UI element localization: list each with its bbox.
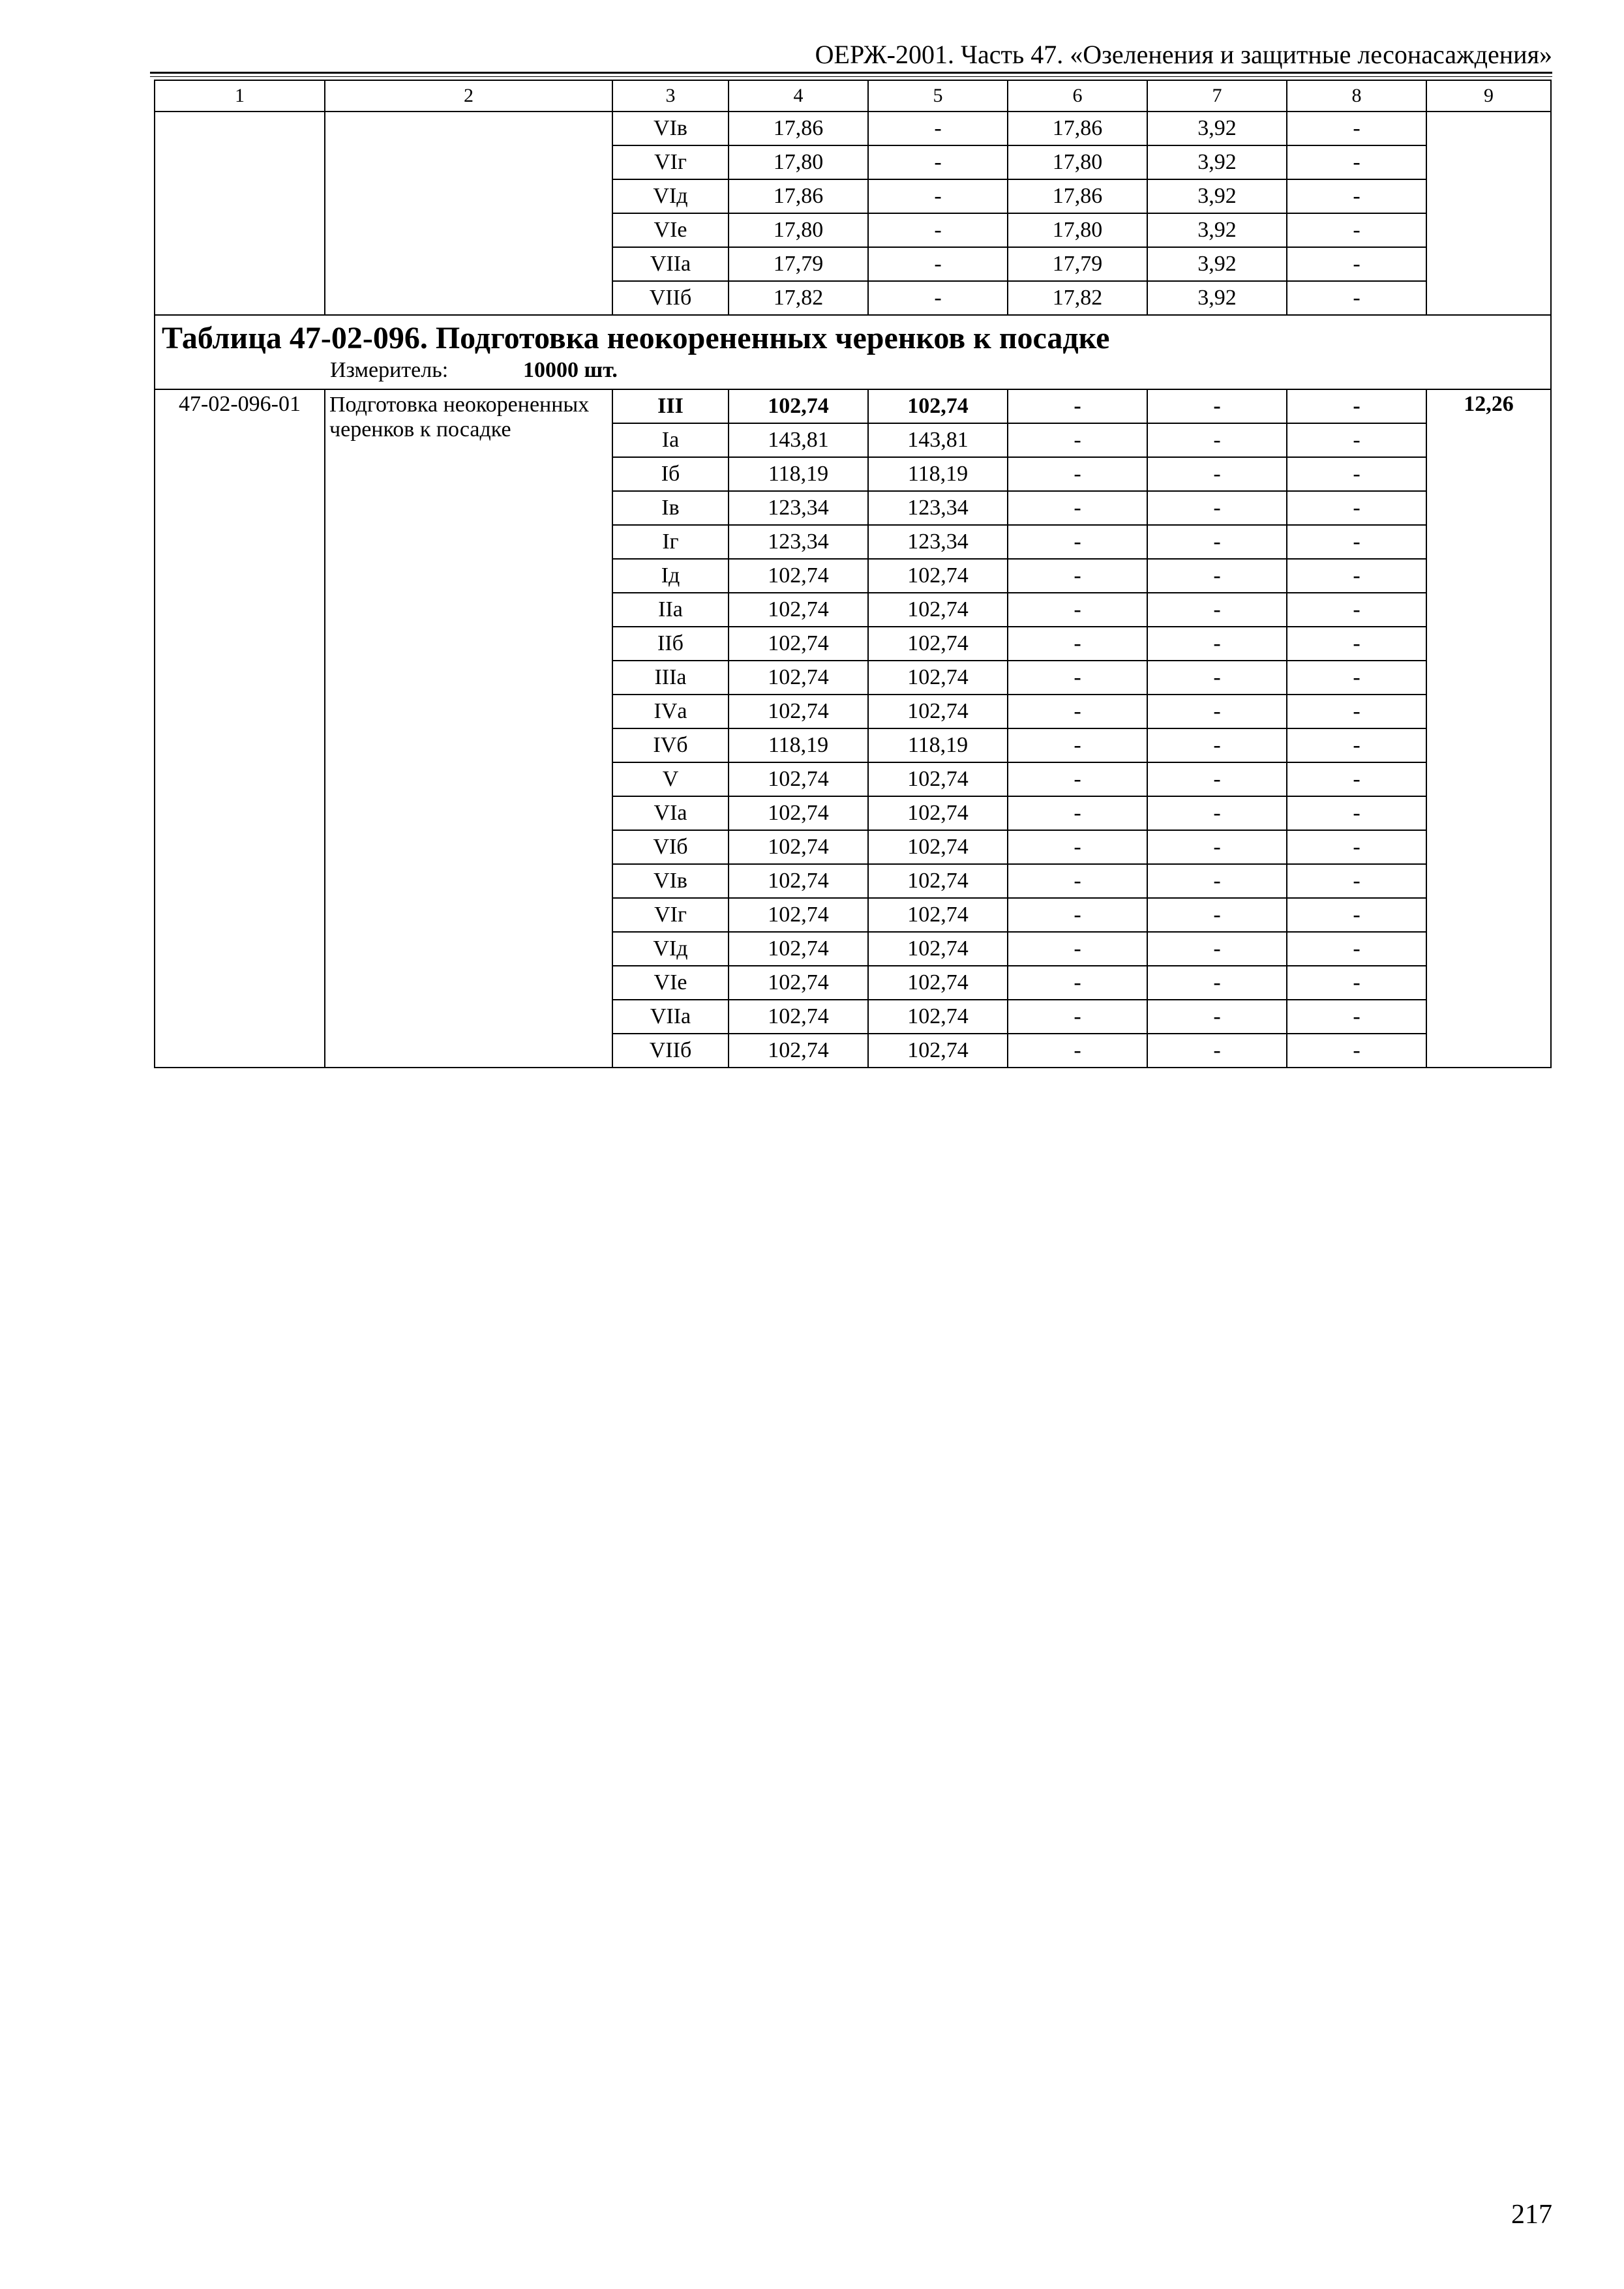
data-cell: 123,34 xyxy=(729,525,868,559)
data-cell: - xyxy=(868,112,1008,145)
column-number: 2 xyxy=(325,80,612,112)
data-cell: 102,74 xyxy=(868,966,1008,1000)
data-cell: 123,34 xyxy=(868,525,1008,559)
data-cell: - xyxy=(1287,593,1426,627)
data-cell: 102,74 xyxy=(729,796,868,830)
table-title: Таблица 47-02-096. Подготовка неокорененных черенков к посадке xyxy=(162,321,1110,355)
data-cell: - xyxy=(1008,830,1147,864)
data-cell: - xyxy=(1287,179,1426,213)
data-cell: 3,92 xyxy=(1147,281,1287,315)
header-rule-thin xyxy=(150,76,1552,77)
data-cell: - xyxy=(1287,796,1426,830)
data-cell: 102,74 xyxy=(868,932,1008,966)
column-number: 8 xyxy=(1287,80,1426,112)
data-cell: 3,92 xyxy=(1147,145,1287,179)
data-cell: - xyxy=(1008,762,1147,796)
data-cell: 102,74 xyxy=(868,1034,1008,1068)
data-cell: - xyxy=(868,179,1008,213)
data-cell: - xyxy=(1287,695,1426,728)
zone-cell: VIе xyxy=(612,966,729,1000)
data-cell: 17,80 xyxy=(729,145,868,179)
data-cell: 102,74 xyxy=(868,830,1008,864)
data-cell: - xyxy=(1008,491,1147,525)
table-row xyxy=(155,112,1551,145)
data-cell: 102,74 xyxy=(868,627,1008,661)
data-cell: 102,74 xyxy=(729,932,868,966)
zone-cell: VIв xyxy=(612,864,729,898)
data-cell: - xyxy=(1287,457,1426,491)
column-number: 4 xyxy=(729,80,868,112)
table-row xyxy=(155,389,1551,423)
data-cell: - xyxy=(1008,457,1147,491)
data-cell: - xyxy=(1147,728,1287,762)
zone-cell: IVа xyxy=(612,695,729,728)
data-cell: - xyxy=(1147,423,1287,457)
zone-cell: IIIа xyxy=(612,661,729,695)
data-cell: - xyxy=(1008,423,1147,457)
data-cell: - xyxy=(1008,966,1147,1000)
data-cell: - xyxy=(1287,423,1426,457)
data-cell: - xyxy=(1147,1000,1287,1034)
data-cell: - xyxy=(1008,728,1147,762)
data-cell: - xyxy=(1287,1000,1426,1034)
column-number-row xyxy=(155,80,1551,112)
header-rule-thick xyxy=(150,72,1552,74)
data-cell: - xyxy=(1147,627,1287,661)
data-cell: 102,74 xyxy=(729,593,868,627)
data-cell: - xyxy=(1147,457,1287,491)
data-cell: 143,81 xyxy=(868,423,1008,457)
data-cell: - xyxy=(1147,695,1287,728)
data-cell: - xyxy=(1008,1000,1147,1034)
zone-cell: Iв xyxy=(612,491,729,525)
data-cell: - xyxy=(1008,695,1147,728)
code-cell-empty xyxy=(155,112,325,315)
data-cell: 102,74 xyxy=(729,762,868,796)
data-cell: 17,80 xyxy=(1008,213,1147,247)
data-cell: 102,74 xyxy=(868,762,1008,796)
data-cell: - xyxy=(1147,932,1287,966)
data-cell: - xyxy=(1008,389,1147,423)
page-number: 217 xyxy=(1511,2200,1552,2230)
data-cell: 102,74 xyxy=(729,966,868,1000)
data-cell: - xyxy=(1287,281,1426,315)
data-cell: 102,74 xyxy=(729,864,868,898)
data-cell: - xyxy=(1008,627,1147,661)
data-cell: - xyxy=(1008,796,1147,830)
data-cell: - xyxy=(1147,389,1287,423)
data-cell: 102,74 xyxy=(729,559,868,593)
measure-value: 10000 шт. xyxy=(523,358,618,382)
data-cell: - xyxy=(1287,145,1426,179)
data-cell: - xyxy=(1147,1034,1287,1068)
data-cell: - xyxy=(1287,864,1426,898)
data-cell: - xyxy=(1147,661,1287,695)
data-cell: - xyxy=(1287,491,1426,525)
data-cell: 17,79 xyxy=(1008,247,1147,281)
data-cell: 102,74 xyxy=(868,661,1008,695)
column-number: 6 xyxy=(1008,80,1147,112)
data-cell: 3,92 xyxy=(1147,247,1287,281)
data-cell: 102,74 xyxy=(868,864,1008,898)
data-cell: 102,74 xyxy=(729,695,868,728)
rates-table xyxy=(154,80,1552,1068)
column-number: 9 xyxy=(1426,80,1551,112)
data-cell: - xyxy=(1287,525,1426,559)
data-cell: 118,19 xyxy=(729,728,868,762)
data-cell: 3,92 xyxy=(1147,112,1287,145)
data-cell: - xyxy=(1287,762,1426,796)
data-cell: - xyxy=(1008,898,1147,932)
data-cell: 17,86 xyxy=(1008,179,1147,213)
data-cell: 102,74 xyxy=(868,559,1008,593)
data-cell: - xyxy=(1008,525,1147,559)
data-cell: - xyxy=(1287,1034,1426,1068)
zone-cell: IIа xyxy=(612,593,729,627)
data-cell: - xyxy=(1008,661,1147,695)
measure-line xyxy=(162,357,1544,383)
data-cell: - xyxy=(1147,796,1287,830)
zone-cell: III xyxy=(612,389,729,423)
data-cell: 17,82 xyxy=(729,281,868,315)
data-cell: 102,74 xyxy=(868,695,1008,728)
data-cell: VIг xyxy=(612,145,729,179)
data-cell: - xyxy=(1147,559,1287,593)
data-cell: - xyxy=(1287,830,1426,864)
data-cell: - xyxy=(1287,661,1426,695)
data-cell: - xyxy=(1008,864,1147,898)
col9-cell-empty xyxy=(1426,112,1551,315)
data-cell: 102,74 xyxy=(729,389,868,423)
zone-cell: Iд xyxy=(612,559,729,593)
data-cell: 102,74 xyxy=(868,389,1008,423)
data-cell: 102,74 xyxy=(729,661,868,695)
table-title-row xyxy=(155,315,1551,389)
data-cell: 123,34 xyxy=(868,491,1008,525)
data-cell: - xyxy=(1287,389,1426,423)
data-cell: 118,19 xyxy=(868,457,1008,491)
data-cell: 17,86 xyxy=(1008,112,1147,145)
zone-cell: VIг xyxy=(612,898,729,932)
data-cell: 3,92 xyxy=(1147,179,1287,213)
data-cell: 102,74 xyxy=(868,898,1008,932)
data-cell: - xyxy=(1008,559,1147,593)
data-cell: - xyxy=(1147,525,1287,559)
rate-name: Подготовка неокорененных черенков к посадке xyxy=(325,389,612,1068)
data-cell: 118,19 xyxy=(729,457,868,491)
data-cell: 102,74 xyxy=(729,830,868,864)
zone-cell: VIа xyxy=(612,796,729,830)
data-cell: - xyxy=(1287,112,1426,145)
data-cell: - xyxy=(1147,762,1287,796)
data-cell: VIе xyxy=(612,213,729,247)
column-number: 3 xyxy=(612,80,729,112)
name-cell-empty xyxy=(325,112,612,315)
data-cell: 102,74 xyxy=(729,1034,868,1068)
col9-value: 12,26 xyxy=(1426,389,1551,1068)
data-cell: - xyxy=(1147,966,1287,1000)
data-cell: - xyxy=(1287,627,1426,661)
data-cell: - xyxy=(1287,247,1426,281)
data-cell: 118,19 xyxy=(868,728,1008,762)
data-cell: 102,74 xyxy=(729,898,868,932)
data-cell: - xyxy=(1287,932,1426,966)
data-cell: - xyxy=(1008,1034,1147,1068)
data-cell: - xyxy=(868,281,1008,315)
data-cell: 123,34 xyxy=(729,491,868,525)
zone-cell: VIб xyxy=(612,830,729,864)
data-cell: - xyxy=(1287,728,1426,762)
data-cell: - xyxy=(1008,932,1147,966)
zone-cell: VIIа xyxy=(612,1000,729,1034)
data-cell: - xyxy=(1147,491,1287,525)
data-cell: 17,80 xyxy=(729,213,868,247)
zone-cell: VIIб xyxy=(612,1034,729,1068)
data-cell: VIд xyxy=(612,179,729,213)
zone-cell: Iб xyxy=(612,457,729,491)
zone-cell: IIб xyxy=(612,627,729,661)
data-cell: 102,74 xyxy=(868,796,1008,830)
column-number: 5 xyxy=(868,80,1008,112)
data-cell: 102,74 xyxy=(868,593,1008,627)
data-cell: 143,81 xyxy=(729,423,868,457)
data-cell: 17,82 xyxy=(1008,281,1147,315)
data-cell: - xyxy=(1287,966,1426,1000)
data-cell: 102,74 xyxy=(729,627,868,661)
data-cell: 102,74 xyxy=(729,1000,868,1034)
rate-code: 47-02-096-01 xyxy=(155,389,325,1068)
data-cell: - xyxy=(1287,213,1426,247)
data-cell: - xyxy=(1287,898,1426,932)
data-cell: VIIб xyxy=(612,281,729,315)
data-cell: 3,92 xyxy=(1147,213,1287,247)
data-cell: VIIа xyxy=(612,247,729,281)
running-header: ОЕРЖ-2001. Часть 47. «Озеленения и защитные лесонасаждения» xyxy=(815,40,1552,69)
table-title-cell xyxy=(155,315,1551,389)
data-cell: 17,79 xyxy=(729,247,868,281)
column-number: 7 xyxy=(1147,80,1287,112)
data-cell: - xyxy=(868,247,1008,281)
zone-cell: V xyxy=(612,762,729,796)
data-cell: VIв xyxy=(612,112,729,145)
data-cell: - xyxy=(1287,559,1426,593)
data-cell: - xyxy=(1147,864,1287,898)
data-cell: 17,86 xyxy=(729,112,868,145)
column-number: 1 xyxy=(155,80,325,112)
data-cell: - xyxy=(868,145,1008,179)
data-cell: 102,74 xyxy=(868,1000,1008,1034)
data-cell: 17,86 xyxy=(729,179,868,213)
zone-cell: IVб xyxy=(612,728,729,762)
data-cell: - xyxy=(1147,593,1287,627)
data-cell: - xyxy=(1147,898,1287,932)
measure-label: Измеритель: xyxy=(330,358,449,382)
data-cell: 17,80 xyxy=(1008,145,1147,179)
data-cell: - xyxy=(1147,830,1287,864)
zone-cell: Iа xyxy=(612,423,729,457)
zone-cell: Iг xyxy=(612,525,729,559)
data-cell: - xyxy=(868,213,1008,247)
zone-cell: VIд xyxy=(612,932,729,966)
data-cell: - xyxy=(1008,593,1147,627)
